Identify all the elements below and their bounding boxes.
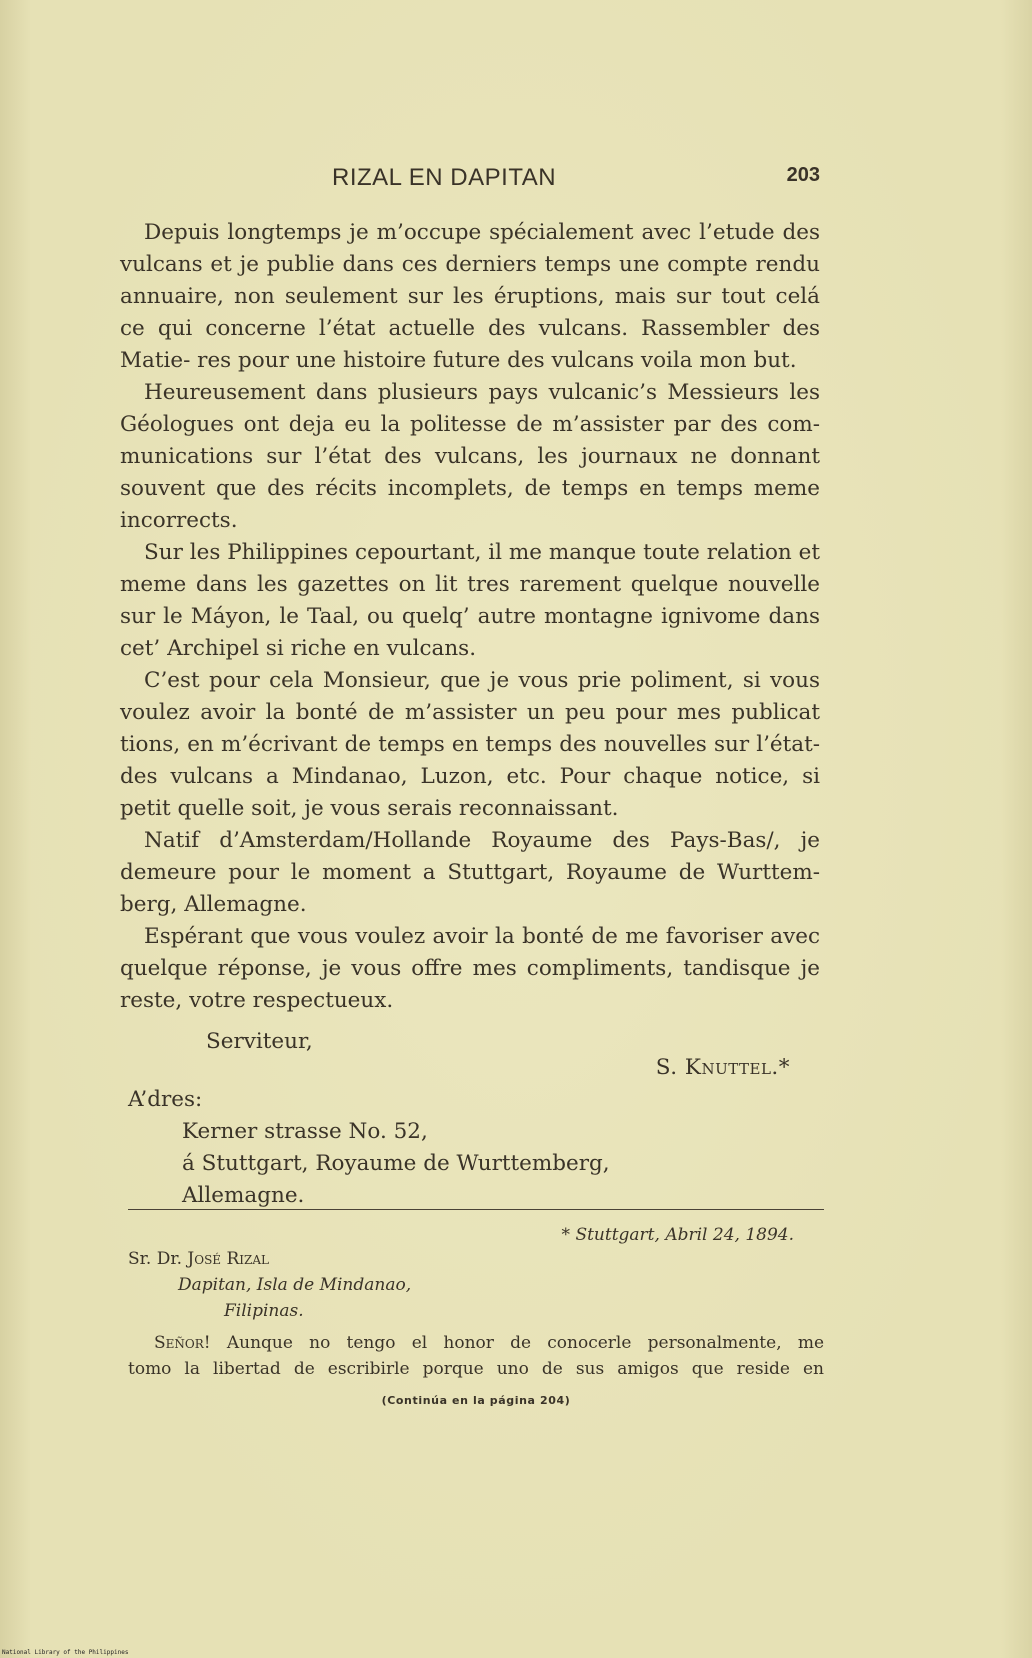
closing-phrase: Serviteur, xyxy=(206,1029,313,1054)
running-title: RIZAL EN DAPITAN xyxy=(332,164,557,191)
page-number: 203 xyxy=(786,164,820,186)
footnote-body-line xyxy=(128,1330,824,1356)
address-label: A’dres: xyxy=(128,1087,203,1112)
footnote-date: * Stuttgart, Abril 24, 1894. xyxy=(561,1225,794,1245)
letter-body xyxy=(120,217,820,1017)
footnote-body xyxy=(128,1330,824,1382)
library-watermark: National Library of the Philippines xyxy=(2,1649,129,1656)
letter-paragraph: C’est pour cela Monsieur, que je vous prie poliment, si vous voulez avoir la bonté de m’assister un peu pour mes publicat tions, en m’écrivant de temps en temps des nouvelles sur l’état- des vulcans a Mindanao, Luzon, etc. Pour chaque notice, si petit quelle soit, je vous serais reconnaissant. xyxy=(120,668,820,821)
salutation: Señor! xyxy=(154,1333,211,1353)
page-header xyxy=(120,164,820,200)
footnote-place-line: Filipinas. xyxy=(224,1301,304,1321)
footnote-divider xyxy=(128,1209,824,1210)
letter-paragraph: Depuis longtemps je m’occupe spécialement avec l’etude des vulcans et je publie dans ces derniers temps une compte rendu annuaire, non seulement sur les éruptions, mais sur tout celá ce qui concerne l’état actuelle des vulcans. Rassembler des Matie- res pour une histoire future des vulcans voila mon but. xyxy=(120,220,820,373)
footnote-addressee xyxy=(128,1246,269,1272)
letter-paragraph: Sur les Philippines cepourtant, il me manque toute relation et meme dans les gazettes on lit tres rarement quelque nouvelle sur le Máyon, le Taal, ou quelq’ autre montagne ignivome dans cet’ Archipel si riche en vulcans. xyxy=(120,540,820,661)
address-line: Allemagne. xyxy=(182,1183,305,1208)
footnote-body-line: tomo la libertad de escribirle porque uno de sus amigos que reside en xyxy=(128,1359,824,1379)
signature: S. Knuttel.* xyxy=(655,1055,790,1080)
letter-paragraph: Espérant que vous voulez avoir la bonté de me favoriser avec quelque réponse, je vous offre mes compliments, tandisque je reste, votre respectueux. xyxy=(120,924,820,1013)
footnote-body-text: Aunque no tengo el honor de conocerle personalmente, me xyxy=(210,1333,824,1353)
addressee-prefix: Sr. Dr. xyxy=(128,1249,188,1269)
addressee-name: José Rizal xyxy=(187,1249,269,1269)
address-line: á Stuttgart, Royaume de Wurttemberg, xyxy=(182,1151,610,1176)
letter-paragraph: Natif d’Amsterdam/Hollande Royaume des Pays-Bas/, je demeure pour le moment a Stuttgart, Royaume de Wurttem- berg, Allemagne. xyxy=(120,828,820,917)
address-line: Kerner strasse No. 52, xyxy=(182,1119,428,1144)
letter-paragraph: Heureusement dans plusieurs pays vulcanic’s Messieurs les Géologues ont deja eu la politesse de m’assister par des com- munications sur l’état des vulcans, les journaux ne donnant souvent que des récits incomplets, de temps en temps meme incorrects. xyxy=(120,380,820,533)
continuation-note: (Continúa en la página 204) xyxy=(381,1394,571,1407)
footnote-place-line: Dapitan, Isla de Mindanao, xyxy=(178,1275,412,1295)
